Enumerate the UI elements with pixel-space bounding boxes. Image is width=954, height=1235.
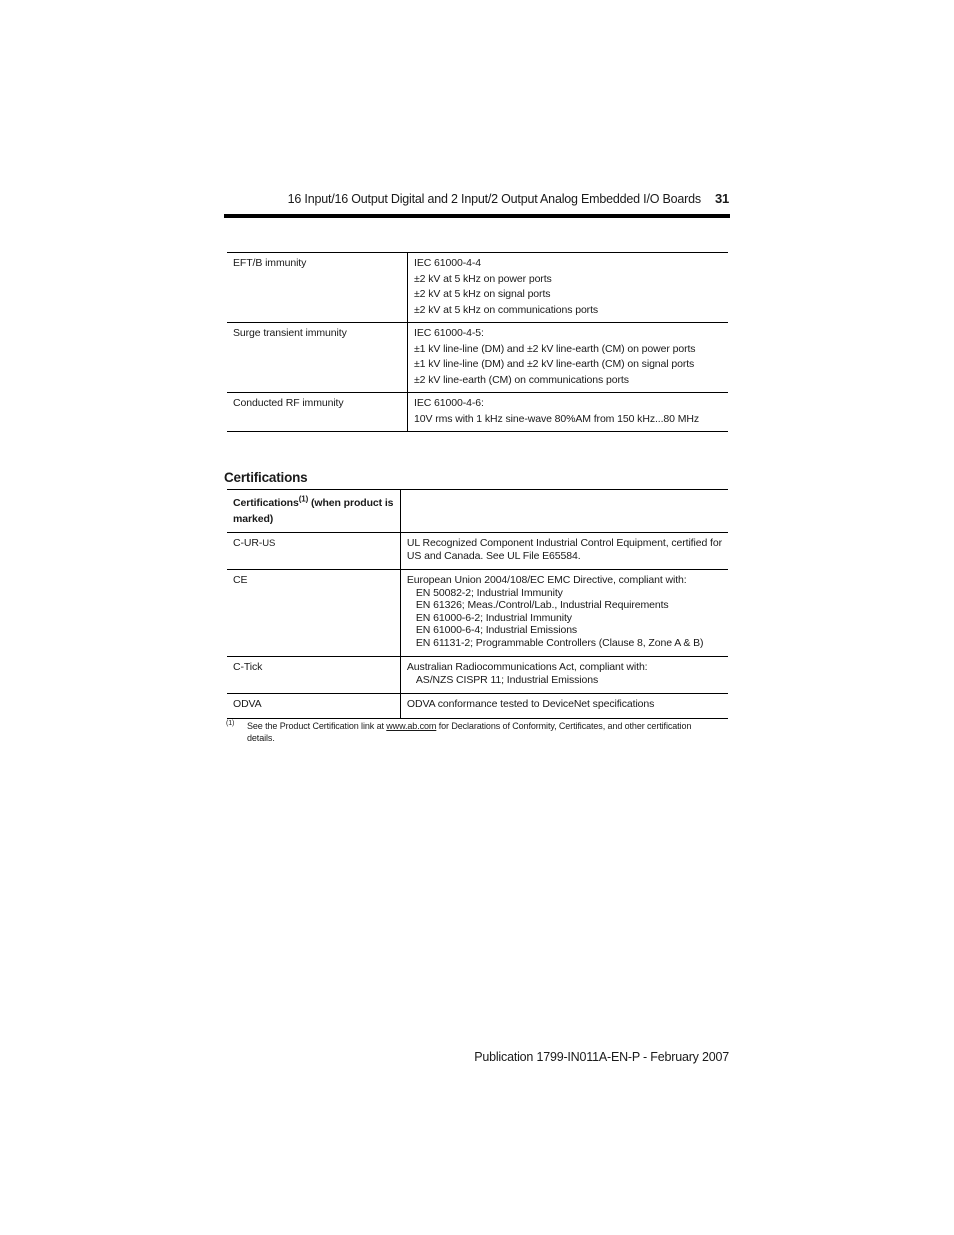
cert-mark: CE <box>233 574 248 586</box>
table-row <box>227 694 728 719</box>
standard-line: EN 61000-6-4; Industrial Emissions <box>415 624 578 636</box>
running-header <box>224 191 729 211</box>
value-line: IEC 61000-4-6: <box>414 397 484 409</box>
row-label: Surge transient immunity <box>227 323 408 393</box>
section-title: Certifications <box>224 470 308 485</box>
row-value <box>408 393 729 432</box>
value-line: ±2 kV line-earth (CM) on communications ports <box>414 373 629 386</box>
table-header-row <box>227 490 728 533</box>
value-line: UL Recognized Component Industrial Control Equipment, certified for <box>406 537 722 549</box>
standard-line: EN 61000-6-2; Industrial Immunity <box>415 611 572 624</box>
header-cell-empty <box>400 490 728 533</box>
table-row <box>227 323 728 393</box>
value-line: US and Canada. See UL File E65584. <box>406 549 581 562</box>
value-line: IEC 61000-4-4 <box>414 257 481 269</box>
cert-mark: C-UR- <box>233 537 263 549</box>
row-label: Conducted RF immunity <box>227 393 408 432</box>
publication-footer: Publication 1799-IN011A-EN-P - February 2007 <box>474 1050 729 1064</box>
footnote-text <box>247 720 710 744</box>
standard-line: EN 61326; Meas./Control/Lab., Industrial Requirements <box>415 599 669 611</box>
row-label <box>227 694 400 719</box>
cert-mark: ODVA <box>233 698 262 710</box>
value-line: ±1 kV line-line (DM) and ±2 kV line-earth (CM) on power ports <box>414 342 696 355</box>
standard-line: AS/NZS CISPR 11; Industrial Emissions <box>415 673 599 686</box>
value-line: ±2 kV at 5 kHz on signal ports <box>414 288 551 300</box>
certifications-table <box>227 489 728 719</box>
header-suffix: (when product is marked) <box>233 497 394 525</box>
footnote-mark: (1) <box>226 720 235 727</box>
running-header-title: 16 Input/16 Output Digital and 2 Input/2 Output Analog Embedded I/O Boards <box>287 192 701 206</box>
row-value <box>400 570 728 657</box>
immunity-table <box>227 252 728 432</box>
row-value <box>408 323 729 393</box>
value-line: ODVA conformance tested to DeviceNet specifications <box>406 698 655 710</box>
header-cell <box>227 490 400 533</box>
cert-mark: C-Tick <box>233 661 263 673</box>
row-value <box>408 253 729 323</box>
footnote-ref: (1) <box>298 494 309 504</box>
row-label <box>227 533 400 570</box>
table-row <box>227 570 728 657</box>
cert-mark-suffix: US <box>262 538 276 549</box>
page-number: 31 <box>714 191 729 206</box>
header-label: Certifications <box>233 497 299 509</box>
footnote-text-before: See the Product Certification link at <box>247 721 387 731</box>
table-row <box>227 393 728 432</box>
row-label <box>227 570 400 657</box>
table-row <box>227 253 728 323</box>
value-line: ±1 kV line-line (DM) and ±2 kV line-earth (CM) on signal ports <box>414 358 695 370</box>
row-value <box>400 657 728 694</box>
value-line: Australian Radiocommunications Act, compliant with: <box>406 661 648 673</box>
ab-com-link[interactable]: www.ab.com <box>386 721 437 731</box>
value-line: ±2 kV at 5 kHz on power ports <box>414 272 552 285</box>
footnote <box>226 720 710 744</box>
footnote-text-after: for Declarations of Conformity, Certificates, and other certification details. <box>247 721 692 743</box>
row-value <box>400 694 728 719</box>
value-line: ±2 kV at 5 kHz on communications ports <box>414 303 599 316</box>
row-value <box>400 533 728 570</box>
standard-line: EN 50082-2; Industrial Immunity <box>415 586 563 599</box>
row-label: EFT/B immunity <box>227 253 408 323</box>
value-line: 10V rms with 1 kHz sine-wave 80%AM from 150 kHz...80 MHz <box>414 412 699 425</box>
standard-line: EN 61131-2; Programmable Controllers (Clause 8, Zone A & B) <box>415 636 704 649</box>
value-line: European Union 2004/108/EC EMC Directive, compliant with: <box>406 574 687 586</box>
value-line: IEC 61000-4-5: <box>414 327 484 339</box>
row-label <box>227 657 400 694</box>
header-rule <box>224 214 730 218</box>
table-row <box>227 533 728 570</box>
table-row <box>227 657 728 694</box>
